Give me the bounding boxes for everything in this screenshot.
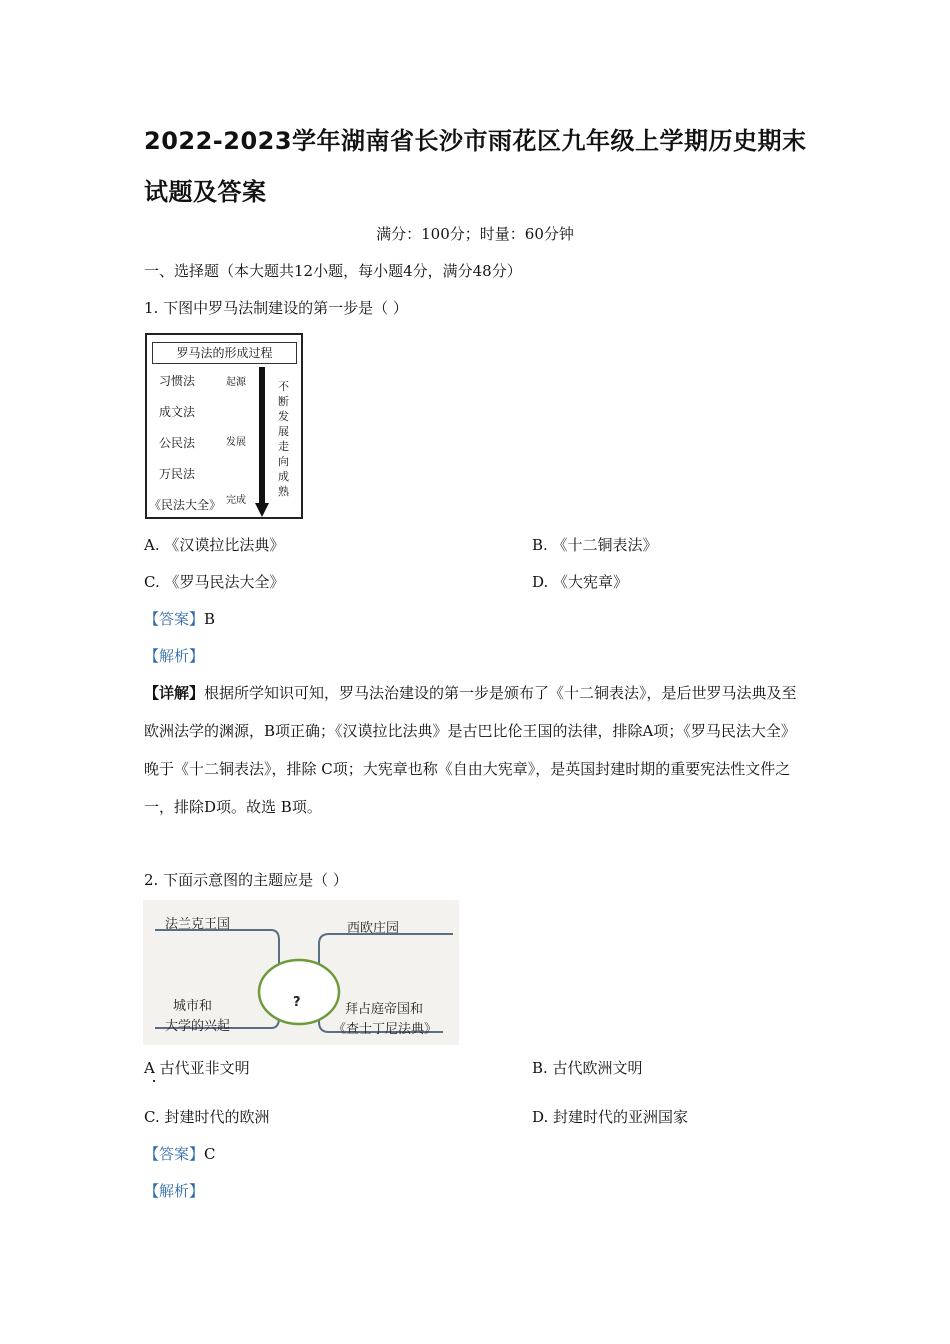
section-heading: 一、选择题（本大题共12小题，每小题4分，满分48分）: [144, 262, 522, 280]
q2-option-c: C. 封建时代的欧洲: [144, 1108, 270, 1126]
medieval-europe-diagram: [143, 900, 459, 1045]
detail-tag: 【详解】: [144, 684, 205, 702]
answer-tag: 【答案】: [144, 1145, 205, 1163]
label-western-manor: 西欧庄园: [347, 921, 400, 936]
figure-item: 成文法: [159, 405, 196, 419]
score-time-info: 满分：100分；时量：60分钟: [376, 225, 574, 243]
q2-option-d: D. 封建时代的亚洲国家: [532, 1108, 689, 1126]
dot-mark: [153, 1080, 155, 1082]
label-justinian-code: 《查士丁尼法典》: [333, 1022, 438, 1037]
q1-option-b: B. 《十二铜表法》: [532, 536, 658, 554]
figure-item: 习惯法: [159, 374, 196, 388]
figure-stage: 起源: [226, 377, 246, 388]
roman-law-figure: [145, 333, 303, 519]
label-frankish-kingdom: 法兰克王国: [165, 917, 231, 932]
figure-side-text: 不断发展走向成熟: [278, 380, 289, 498]
q1-analysis-tag: 【解析】: [144, 647, 205, 665]
question-mark-icon: ?: [293, 995, 301, 1010]
label-cities: 城市和: [173, 999, 213, 1014]
figure-stage: 完成: [226, 495, 246, 506]
q2-option-a: A 古代亚非文明: [144, 1059, 250, 1077]
question-1-stem: 1. 下图中罗马法制建设的第一步是（ ）: [144, 299, 408, 317]
label-universities: 大学的兴起: [165, 1019, 231, 1034]
figure-item: 公民法: [159, 436, 196, 450]
label-byzantine: 拜占庭帝国和: [345, 1002, 424, 1017]
q2-answer: [144, 1144, 216, 1164]
figure-item: 《民法大全》: [149, 498, 222, 512]
answer-tag: 【答案】: [144, 610, 205, 628]
question-2-stem: 2. 下面示意图的主题应是（ ）: [144, 871, 348, 889]
figure-stage: 发展: [226, 437, 246, 448]
q1-detail: [144, 674, 808, 826]
q2-analysis-tag: 【解析】: [144, 1182, 205, 1200]
answer-value: B: [204, 610, 216, 628]
q1-option-a: A. 《汉谟拉比法典》: [144, 536, 285, 554]
q1-option-c: C. 《罗马民法大全》: [144, 573, 285, 591]
down-arrow-icon: [255, 367, 269, 517]
q1-answer: [144, 609, 215, 629]
document-title-line1: 2022-2023学年湖南省长沙市雨花区九年级上学期历史期末: [144, 127, 807, 155]
detail-text: 根据所学知识可知，罗马法治建设的第一步是颁布了《十二铜表法》，是后世罗马法典及至欧洲法学的渊源，B项正确；《汉谟拉比法典》是古巴比伦王国的法律，排除A项；《罗马民法大全》晚于《十二铜表法》，排除 C项；大宪章也称《自由大宪章》，是英国封建时期的重要宪法性文件之一，排除D项。故选 B项。: [144, 684, 797, 816]
document-title-line2: 试题及答案: [144, 178, 267, 206]
figure-header: 罗马法的形成过程: [152, 342, 297, 364]
answer-value: C: [204, 1145, 216, 1163]
q1-option-d: D. 《大宪章》: [532, 573, 629, 591]
q2-option-b: B. 古代欧洲文明: [532, 1059, 643, 1077]
figure-item: 万民法: [159, 467, 196, 481]
